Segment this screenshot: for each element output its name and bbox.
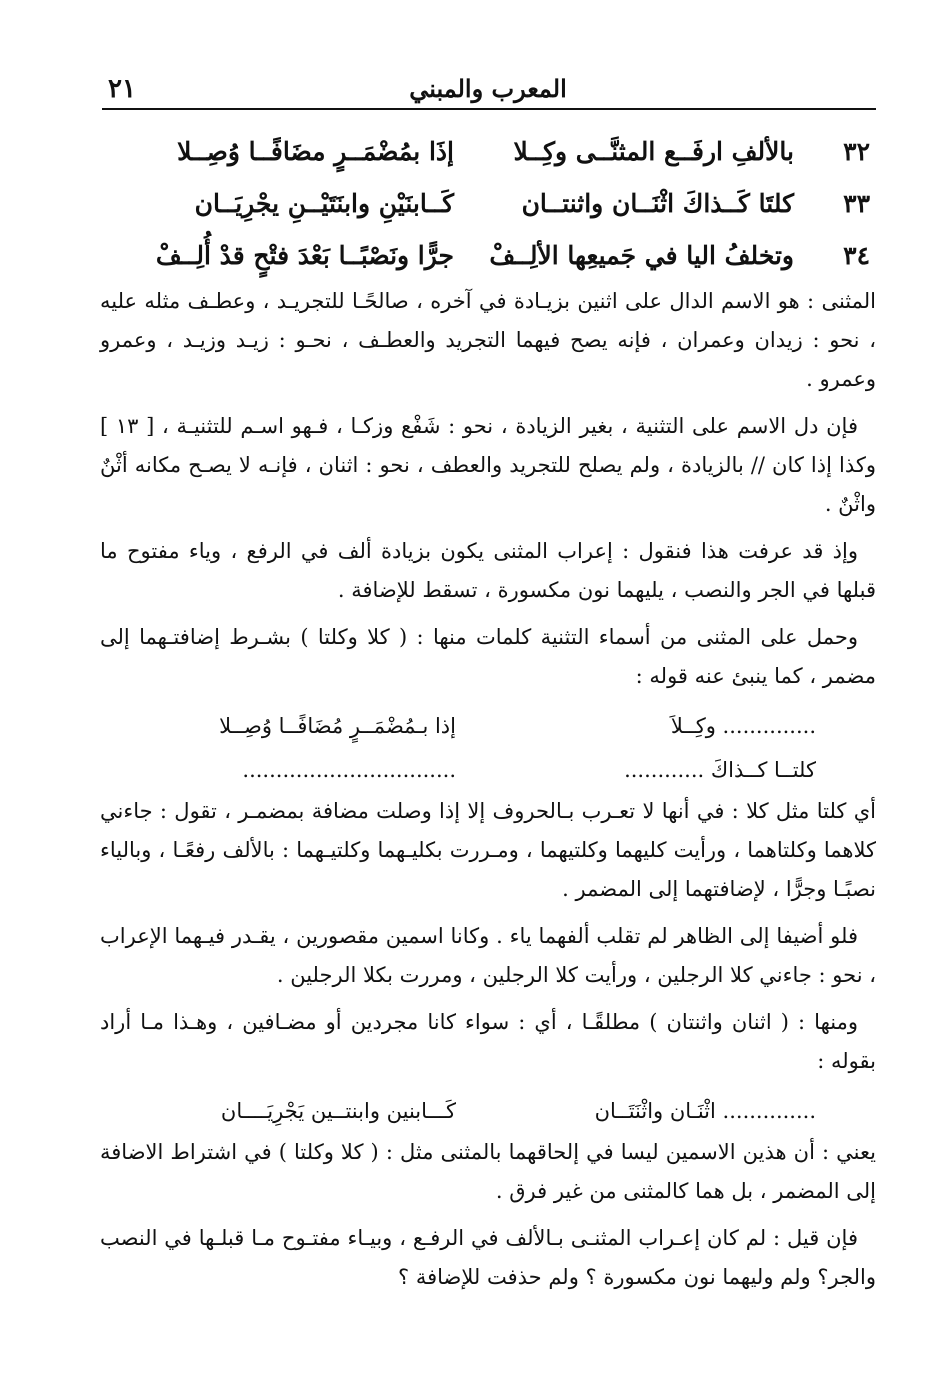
quoted-first-hemistich: كلتــا كــذاكَ ............ [624, 758, 816, 782]
quoted-first-hemistich: .............. وكِــلاَ [670, 714, 816, 738]
paragraph: فلو أضيفا إلى الظاهر لم تقلب ألفهما ياء . وكانا اسمين مقصورين ، يقـدر فيـهما الإعراب ، نحو : جاءني كلا الرجلين ، ورأيت كلا الرجلين ، ومررت بكلا الرجلين . [100, 924, 876, 987]
paragraph: فإن قيل : لم كان إعـراب المثنـى بـالألف في الرفـع ، وبيـاء مفتـوح مـا قبلـها في النصب والجر؟ ولم وليهما نون مكسورة ؟ ولم حذفت للإضافة ؟ [100, 1226, 876, 1289]
paragraph: يعني : أن هذين الاسمين ليسا في إلحاقهما بالمثنى مثل : ( كلا وكلتا ) في اشتراط الاضافة إلى المضمر ، بل هما كالمثنى من غير فرق . [100, 1140, 876, 1203]
commentary-body [100, 282, 876, 1305]
quoted-first-hemistich: .............. اثْنَـان واثْنَتَــان [594, 1099, 816, 1123]
verse-number: ٣٢ [843, 137, 870, 166]
page-header [102, 72, 874, 108]
paragraph: ومنها : ( اثنان واثنتان ) مطلقًـا ، أي : سواء كانا مجردين أو مضـافين ، وهـذا مـا أراد بقوله : [100, 1010, 876, 1073]
verse-number: ٣٤ [843, 241, 870, 270]
quoted-verse [100, 704, 876, 748]
verse-first-hemistich: وتخلفُ اليا في جَميعِها الألِــفْ [489, 241, 794, 270]
running-title: المعرب والمبني [409, 74, 567, 103]
quoted-second-hemistich: إذا بـمُضْمَــرٍ مُضَافًــا وُصِــلا [219, 714, 456, 738]
page-number: ٢١ [108, 74, 136, 104]
verse-number: ٣٣ [843, 189, 870, 218]
verse-row [102, 230, 874, 282]
verse-first-hemistich: كلتَا كَــذاكَ اثْنَــان واثنتــان [521, 189, 794, 218]
header-rule [102, 108, 876, 110]
verse-row [102, 178, 874, 230]
quoted-second-hemistich: كَـــابنين وابنتــين يَجْرِيَــــان [220, 1099, 456, 1123]
verse-first-hemistich: بالألفِ ارفَــع المثنَّــى وكِــلا [513, 137, 794, 166]
paragraph: وحمل على المثنى من أسماء التثنية كلمات منها : ( كلا وكلتا ) بشـرط إضافتـهما إلى مضمر ، كما ينبئ عنه قوله : [100, 625, 876, 688]
verse-second-hemistich: جرًّا ونَصْبًــا بَعْدَ فتْحٍ قدْ أُلِــفْ [155, 241, 454, 270]
verse-row [102, 126, 874, 178]
verse-block [102, 126, 874, 282]
verse-second-hemistich: كَــابنَيْنِ وابنَتَيْــنِ يجْرِيَــان [194, 189, 454, 218]
paragraph: وإذ قد عرفت هذا فنقول : إعراب المثنى يكون بزيادة ألف في الرفع ، وياء مفتوح ما قبلها في الجر والنصب ، يليهما نون مكسورة ، تسقط للإضافة . [100, 539, 876, 602]
quoted-verse [100, 1089, 876, 1133]
paragraph: أي كلتا مثل كلا : في أنها لا تعـرب بـالحروف إلا إذا وصلت مضافة بمضمـر ، تقول : جاءني كلاهما وكلتاهما ، ورأيت كليهما وكلتيهما ، ومـررت بكليـهما وكلتيـهما : بالألف رفعًـا ، وبالياء نصبًـا وجرًّا ، لإضافتهما إلى المضمر . [100, 799, 876, 901]
verse-second-hemistich: إذَا بمُضْمَــرٍ مضَافًــا وُصِــلا [177, 137, 454, 166]
paragraph: المثنى : هو الاسم الدال على اثنين بزيـادة في آخره ، صالحًـا للتجريـد ، وعطـف مثله عليه ، نحو : زيدان وعمران ، فإنه يصح فيهما التجريد والعطـف ، نحـو : زيـد وزيـد ، وعمرو وعمرو . [100, 289, 876, 391]
quoted-second-hemistich: ................................ [242, 758, 456, 782]
paragraph: فإن دل الاسم على التثنية ، بغير الزيادة ، نحو : شَفْع وزكـا ، فـهو اسـم للتثنيـة ، [ ١٣ ] وكذا إذا كان // بالزيادة ، ولم يصلح للتجريد والعطف ، نحو : اثنان ، فإنـه لا يصـح مكانه أثْنٌ واثْنٌ . [100, 414, 876, 516]
quoted-verse [100, 748, 876, 792]
